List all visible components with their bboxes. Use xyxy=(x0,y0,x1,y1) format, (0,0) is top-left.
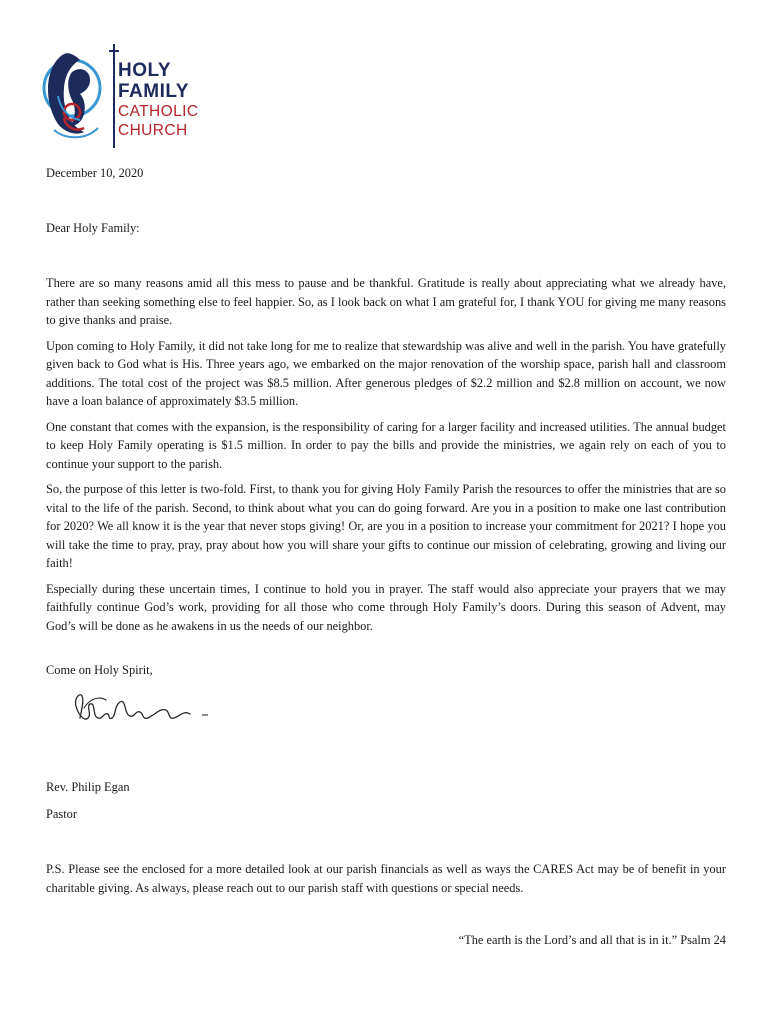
closing-line: Come on Holy Spirit, xyxy=(46,663,153,677)
body-paragraph-gratitude: There are so many reasons amid all this mess to pause and be thankful. Gratitude is really about appreciating what we already have, rather than seeking something else to feel happier. So, as I look back on what I am grateful for, I thank YOU for giving me many reasons to give thanks and praise. xyxy=(46,276,726,327)
salutation: Dear Holy Family: xyxy=(46,221,140,235)
letter-body xyxy=(46,274,726,642)
logo-line-church: CHURCH xyxy=(118,122,188,139)
body-paragraph-prayer: Especially during these uncertain times, I continue to hold you in prayer. The staff would also appreciate your prayers that we may faithfully continue God’s work, providing for all those who come through Holy Family’s doors. During this season of Advent, may God’s will be done as he awakens in us the needs of our neighbor. xyxy=(46,581,726,633)
logo-line-family: FAMILY xyxy=(118,81,189,102)
signer-name: Rev. Philip Egan xyxy=(46,780,130,794)
logo-line-holy: HOLY xyxy=(118,60,172,81)
holy-family-logo-icon xyxy=(40,42,120,150)
church-logo xyxy=(40,42,220,152)
postscript xyxy=(46,860,726,897)
handwritten-signature xyxy=(70,688,220,734)
body-paragraph-budget: One constant that comes with the expansion, is the responsibility of caring for a larger facility and increased utilities. The annual budget to keep Holy Family operating is $1.5 million. In order to pay the bills and provide the ministries, we again rely on each of you to continue your support to the parish. xyxy=(46,419,726,471)
letter-date: December 10, 2020 xyxy=(46,166,144,180)
signer-title: Pastor xyxy=(46,807,77,821)
body-paragraph-stewardship: Upon coming to Holy Family, it did not take long for me to realize that stewardship was alive and well in the parish. You have gratefully given back to God what is His. Three years ago, we embarked on the major renovation of the worship space, parish hall and classroom additions. The total cost of the project was $8.5 million. After generous pledges of $2.2 million and $2.8 million on account, we now have a loan balance of approximately $3.5 million. xyxy=(46,338,726,408)
logo-wordmark xyxy=(118,60,198,140)
postscript-text: P.S. Please see the enclosed for a more detailed look at our parish financials as well as ways the CARES Act may be of benefit in your charitable giving. As always, please reach out to our parish staff with questions or special needs. xyxy=(46,862,726,895)
body-paragraph-purpose: So, the purpose of this letter is two-fold. First, to thank you for giving Holy Family Parish the resources to offer the ministries that are so vital to the life of the parish. Second, to think about what you can do going forward. Are you in a position to make one last contribution for 2020? We all know it is the year that never stops giving! Or, are you in a position to increase your commitment for 2021? I hope you will take the time to pray, pray, pray about how you will share your gifts to continue our mission of celebrating, growing and living our faith! xyxy=(46,482,726,570)
logo-line-catholic: CATHOLIC xyxy=(118,103,199,120)
scripture-quote: “The earth is the Lord’s and all that is in it.” Psalm 24 xyxy=(458,933,726,947)
